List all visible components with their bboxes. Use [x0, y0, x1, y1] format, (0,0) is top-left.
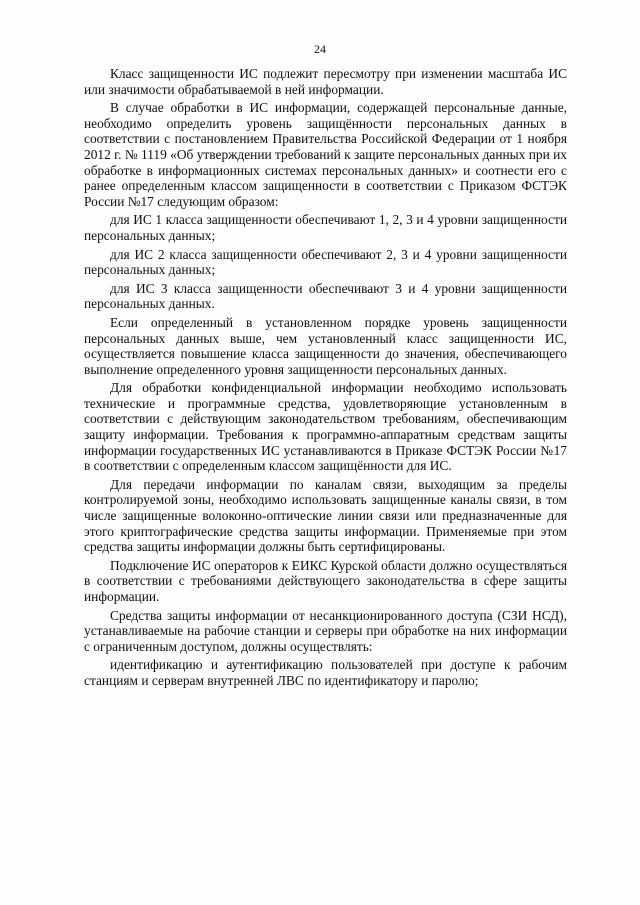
page-number: 24: [314, 42, 326, 56]
paragraph: Если определенный в установленном порядке уровень защищенности персональных данных выше, чем установленный класс защищенности ИС, осуществляется повышение класса защищенности до значения, обеспечивающего выполнение определенного уровня защищенности персональных данных.: [84, 314, 567, 377]
list-item: для ИС 3 класса защищенности обеспечивают 3 и 4 уровни защищенности персональных данных.: [84, 280, 567, 312]
paragraph: Для передачи информации по каналам связи, выходящим за пределы контролируемой зоны, необходимо использовать защищенные каналы связи, в том числе защищенные волоконно-оптические линии связи или предназначенные для этого криптографические средства защиты информации. Применяемые при этом средства защиты информации должны быть сертифицированы.: [84, 476, 567, 555]
list-item: для ИС 2 класса защищенности обеспечивают 2, 3 и 4 уровни защищенности персональных данных;: [84, 246, 567, 278]
paragraph: Подключение ИС операторов к ЕИКС Курской области должно осуществляться в соответствии с требованиями действующего законодательства в сфере защиты информации.: [84, 557, 567, 604]
paragraph: Для обработки конфиденциальной информации необходимо использовать технические и программные средства, удовлетворяющие установленным в соответствии с действующим законодательством требованиям, обеспечивающим защиту информации. Требования к программно-аппаратным средствам защиты информации государственных ИС устанавливаются в Приказе ФСТЭК России №17 в соответствии с определенным классом защищённости для ИС.: [84, 380, 567, 474]
paragraph: Класс защищенности ИС подлежит пересмотру при изменении масштаба ИС или значимости обрабатываемой в ней информации.: [84, 66, 567, 97]
list-item: идентификацию и аутентификацию пользователей при доступе к рабочим станциям и серверам внутренней ЛВС по идентификатору и паролю;: [84, 657, 567, 688]
list-item: для ИС 1 класса защищенности обеспечивают 1, 2, 3 и 4 уровни защищенности персональных данных;: [84, 212, 567, 243]
body-text: [84, 66, 567, 692]
paragraph: В случае обработки в ИС информации, содержащей персональные данные, необходимо определить уровень защищённости персональных данных в соответствии с постановлением Правительства Российской Федерации от 1 ноября 2012 г. № 1119 «Об утверждении требований к защите персональных данных при их обработке в информационных системах персональных данных» и соотнести его с ранее определенным классом защищенности в соответствии с Приказом ФСТЭК России №17 следующим образом:: [84, 100, 567, 209]
paragraph: Средства защиты информации от несанкционированного доступа (СЗИ НСД), устанавливаемые на рабочие станции и серверы при обработке на них информации с ограниченным доступом, должны осуществлять:: [84, 607, 567, 654]
